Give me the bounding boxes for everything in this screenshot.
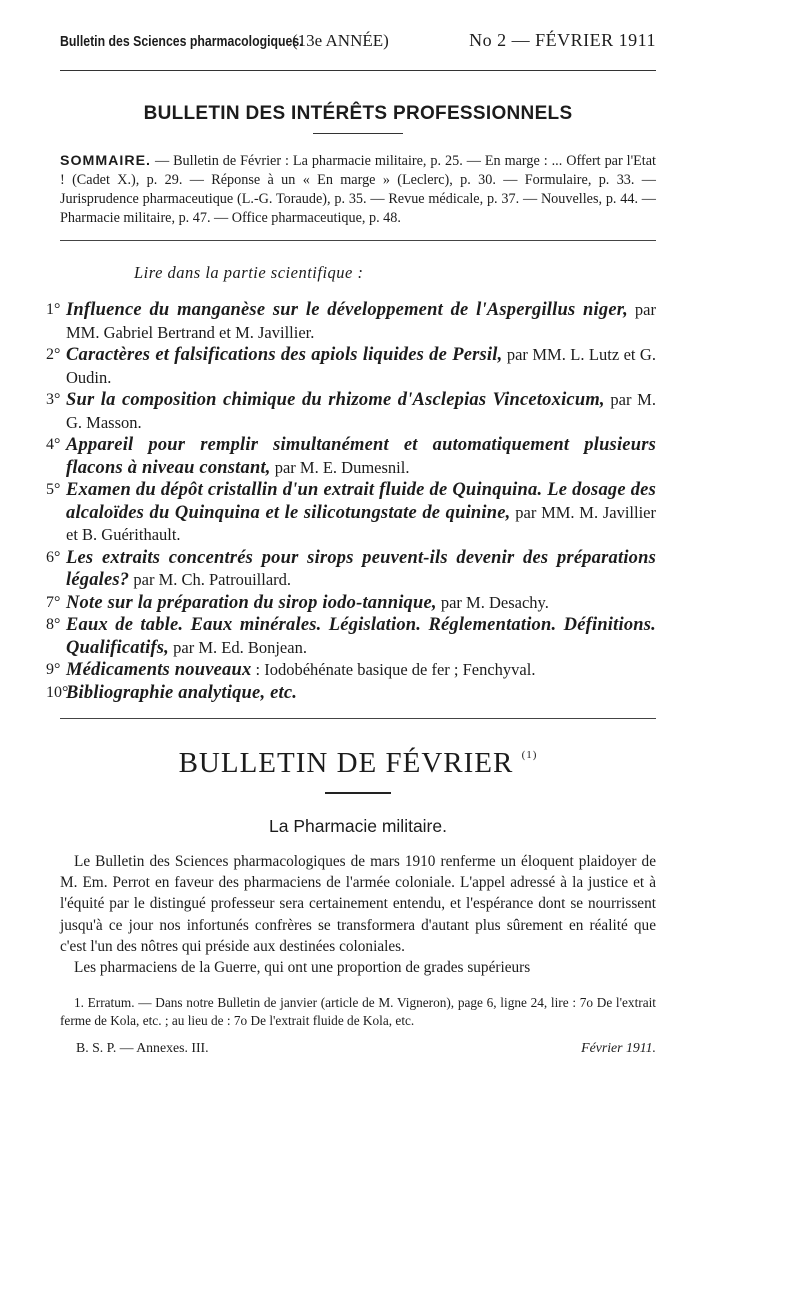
bulletin-title	[60, 747, 656, 780]
toc-number: 3°	[46, 391, 61, 408]
toc-number: 10°	[46, 683, 69, 701]
toc-title: Médicaments nouveaux	[66, 660, 252, 680]
toc-title: Note sur la préparation du sirop iodo-tannique,	[66, 592, 437, 613]
toc-author: : Iodobéhénate basique de fer ; Fenchyval.	[251, 660, 536, 679]
issue-number: No 2 — FÉVRIER 1911	[469, 30, 656, 50]
toc-number: 4°	[46, 436, 61, 453]
toc-author: par M. Desachy.	[436, 592, 549, 612]
toc-list	[46, 299, 656, 704]
toc-title: Caractères et falsifications des apiols liquides de Persil,	[66, 345, 503, 365]
section-title-rule	[313, 133, 403, 134]
page	[46, 30, 656, 1056]
toc-item	[46, 592, 656, 615]
sommaire	[60, 152, 656, 228]
paragraph: Le Bulletin des Sciences pharmacologiques de mars 1910 renferme un éloquent plaidoyer de M. Em. Perrot en faveur des pharmaciens de l'armée coloniale. L'appel adressé à la justice et à l'équité par le distingué professeur sera certainement entendu, et l'espérance dont se nourrissent jusqu'à ce jour nos infortunés confrères se transformera d'autant plus sûrement en réalité que c'est l'un des nôtres qui préside aux destinées coloniales.	[60, 853, 656, 955]
toc-number: 8°	[46, 616, 61, 633]
section-title: BULLETIN DES INTÉRÊTS PROFESSIONNELS	[143, 103, 573, 124]
toc-item	[46, 659, 656, 682]
toc-item	[46, 389, 656, 434]
toc-title: Examen du dépôt cristallin d'un extrait fluide de Quinquina. Le dosage des alcaloïdes du Quinquina et le silicotungstate de quinine,	[66, 480, 656, 523]
toc-item	[46, 299, 656, 344]
journal-year: (13e ANNÉE)	[292, 31, 389, 50]
footer-signature: B. S. P. — Annexes. III.	[76, 1040, 209, 1056]
toc-item	[46, 434, 656, 479]
toc-title: Bibliographie analytique, etc.	[66, 682, 298, 703]
toc-author: par MM. Gabriel Bertrand et M. Javillier.	[66, 300, 656, 342]
toc-author: par MM. M. Javillier et B. Guérithault.	[66, 502, 656, 544]
sommaire-label: SOMMAIRE.	[60, 153, 151, 169]
running-head	[60, 30, 656, 66]
bulletin-title-rule	[325, 792, 391, 794]
toc-item	[46, 614, 656, 659]
toc-number: 7°	[46, 593, 61, 611]
footnote	[60, 994, 656, 1030]
toc-title: Sur la composition chimique du rhizome d'Asclepias Vincetoxicum,	[66, 390, 605, 410]
toc-author: par M. Ed. Bonjean.	[169, 637, 307, 657]
bulletin-title-text: BULLETIN DE FÉVRIER	[178, 747, 514, 779]
toc-title: Les extraits concentrés pour sirops peuvent-ils devenir des préparations légales?	[66, 547, 656, 590]
toc-title: Eaux de table. Eaux minérales. Législation. Réglementation. Définitions. Qualificatifs,	[66, 615, 656, 658]
toc-author: par M. E. Dumesnil.	[270, 457, 410, 477]
toc-number: 1°	[46, 301, 61, 318]
toc-item	[46, 682, 656, 705]
toc-number: 9°	[46, 661, 61, 678]
footnote-marker: (1)	[521, 749, 538, 761]
toc-author: par M. Ch. Patrouillard.	[129, 570, 292, 589]
toc-number: 2°	[46, 346, 61, 363]
lire-heading: Lire dans la partie scientifique :	[134, 263, 364, 282]
toc-author: par MM. L. Lutz et G. Oudin.	[66, 345, 656, 387]
article-body	[60, 851, 656, 978]
toc-title: Influence du manganèse sur le développement de l'Aspergillus niger,	[66, 300, 628, 320]
toc-author: par M. G. Masson.	[66, 390, 656, 432]
journal-name: Bulletin des Sciences pharmacologiques.	[60, 33, 303, 50]
sommaire-text: — Bulletin de Février : La pharmacie militaire, p. 25. — En marge : ... Offert par l'Etat ! (Cadet X.), p. 29. — Réponse à un « En marge » (Leclerc), p. 30. — Formulaire, p. 33. — Jurisprudence pharmaceutique (L.-G. Toraude), p. 35. — Revue médicale, p. 37. — Nouvelles, p. 44. — Pharmacie militaire, p. 47. — Office pharmaceutique, p. 48.	[60, 153, 656, 226]
sommaire-rule	[60, 240, 656, 241]
page-footer	[60, 1040, 656, 1056]
toc-title: Appareil pour remplir simultanément et automatiquement plusieurs flacons à niveau constant,	[66, 435, 656, 478]
footnote-text: 1. Erratum. — Dans notre Bulletin de janvier (article de M. Vigneron), page 6, ligne 24, lire : 7o De l'extrait ferme de Kola, etc. ; au lieu de : 7o De l'extrait fluide de Kola, etc.	[60, 995, 656, 1029]
footer-date: Février 1911.	[581, 1040, 656, 1056]
toc-item	[46, 344, 656, 389]
toc-number: 6°	[46, 548, 61, 566]
paragraph: Les pharmaciens de la Guerre, qui ont une proportion de grades supérieurs	[74, 959, 531, 977]
article-title: La Pharmacie militaire.	[269, 816, 447, 836]
toc-number: 5°	[46, 481, 61, 498]
toc-item	[46, 479, 656, 547]
header-rule	[60, 70, 656, 71]
toc-rule	[60, 718, 656, 719]
toc-item	[46, 547, 656, 592]
